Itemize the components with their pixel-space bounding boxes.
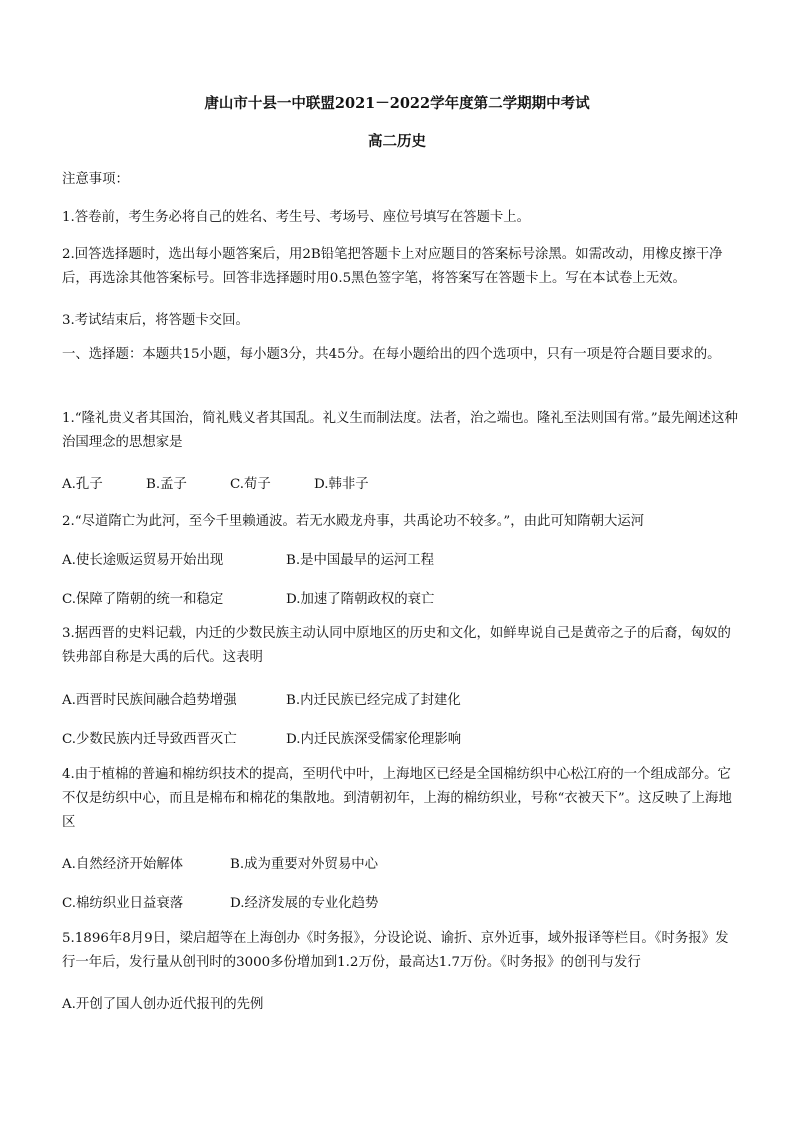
exam-title: 唐山市十县一中联盟2021－2022学年度第二学期期中考试 bbox=[204, 95, 590, 112]
note-item-1: 1.答卷前，考生务必将自己的姓名、考生号、考场号、座位号填写在答题卡上。 bbox=[62, 210, 531, 225]
question-1-option-a: A.孔子 bbox=[62, 477, 103, 492]
question-4-stem: 4.由于植棉的普遍和棉纺织技术的提高，至明代中叶，上海地区已经是全国棉纺织中心松江府的一个组成部分。它不仅是纺织中心，而且是棉布和棉花的集散地。到清朝初年，上海的棉纺织业，号称“衣被天下”。这反映了上海地区 bbox=[62, 767, 732, 830]
note-item-3: 3.考试结束后，将答题卡交回。 bbox=[62, 313, 249, 328]
question-3-option-b: B.内迁民族已经完成了封建化 bbox=[286, 693, 461, 708]
question-3-option-d: D.内迁民族深受儒家伦理影响 bbox=[286, 732, 462, 747]
section-heading: 一、选择题：本题共15小题，每小题3分，共45分。在每小题给出的四个选项中，只有一项是符合题目要求的。 bbox=[62, 347, 721, 362]
question-3-option-a: A.西晋时民族间融合趋势增强 bbox=[62, 693, 237, 708]
question-1-option-d: D.韩非子 bbox=[314, 477, 369, 492]
question-2-option-c: C.保障了隋朝的统一和稳定 bbox=[62, 592, 224, 607]
question-5-option-a: A.开创了国人创办近代报刊的先例 bbox=[62, 997, 264, 1012]
note-item-2: 2.回答选择题时，选出每小题答案后，用2B铅笔把答题卡上对应题目的答案标号涂黑。如需改动，用橡皮擦干净后，再选涂其他答案标号。回答非选择题时用0.5黑色签字笔，将答案写在答题卡上。写在本试卷上无效。 bbox=[62, 247, 723, 286]
question-4-option-d: D.经济发展的专业化趋势 bbox=[230, 896, 379, 911]
notes-heading: 注意事项： bbox=[62, 172, 129, 187]
question-4-option-b: B.成为重要对外贸易中心 bbox=[230, 857, 379, 872]
question-1-stem: 1.“隆礼贵义者其国治，简礼贱义者其国乱。礼义生而制法度。法者，治之端也。隆礼至法则国有常。”最先阐述这种治国理念的思想家是 bbox=[62, 411, 738, 450]
question-2-option-b: B.是中国最早的运河工程 bbox=[286, 553, 435, 568]
question-2-option-d: D.加速了隋朝政权的衰亡 bbox=[286, 592, 435, 607]
question-3-option-c: C.少数民族内迁导致西晋灭亡 bbox=[62, 732, 237, 747]
question-3-stem: 3.据西晋的史料记载，内迁的少数民族主动认同中原地区的历史和文化，如鲜卑说自己是黄帝之子的后裔，匈奴的铁弗部自称是大禹的后代。这表明 bbox=[62, 626, 731, 665]
exam-subject: 高二历史 bbox=[368, 133, 426, 150]
question-4-option-a: A.自然经济开始解体 bbox=[62, 857, 184, 872]
question-1-option-c: C.荀子 bbox=[230, 477, 271, 492]
question-5-stem: 5.1896年8月9日，梁启超等在上海创办《时务报》，分设论说、谕折、京外近事，域外报译等栏目。《时务报》发行一年后，发行量从创刊时的3000多份增加到1.2万份，最高达1.7万份。《时务报》的创刊与发行 bbox=[62, 931, 729, 970]
question-2-option-a: A.使长途贩运贸易开始出现 bbox=[62, 553, 224, 568]
question-2-stem: 2.“尽道隋亡为此河，至今千里赖通波。若无水殿龙舟事，共禹论功不较多。”，由此可知隋朝大运河 bbox=[62, 514, 645, 529]
question-1-option-b: B.孟子 bbox=[146, 477, 187, 492]
question-4-option-c: C.棉纺织业日益衰落 bbox=[62, 896, 184, 911]
